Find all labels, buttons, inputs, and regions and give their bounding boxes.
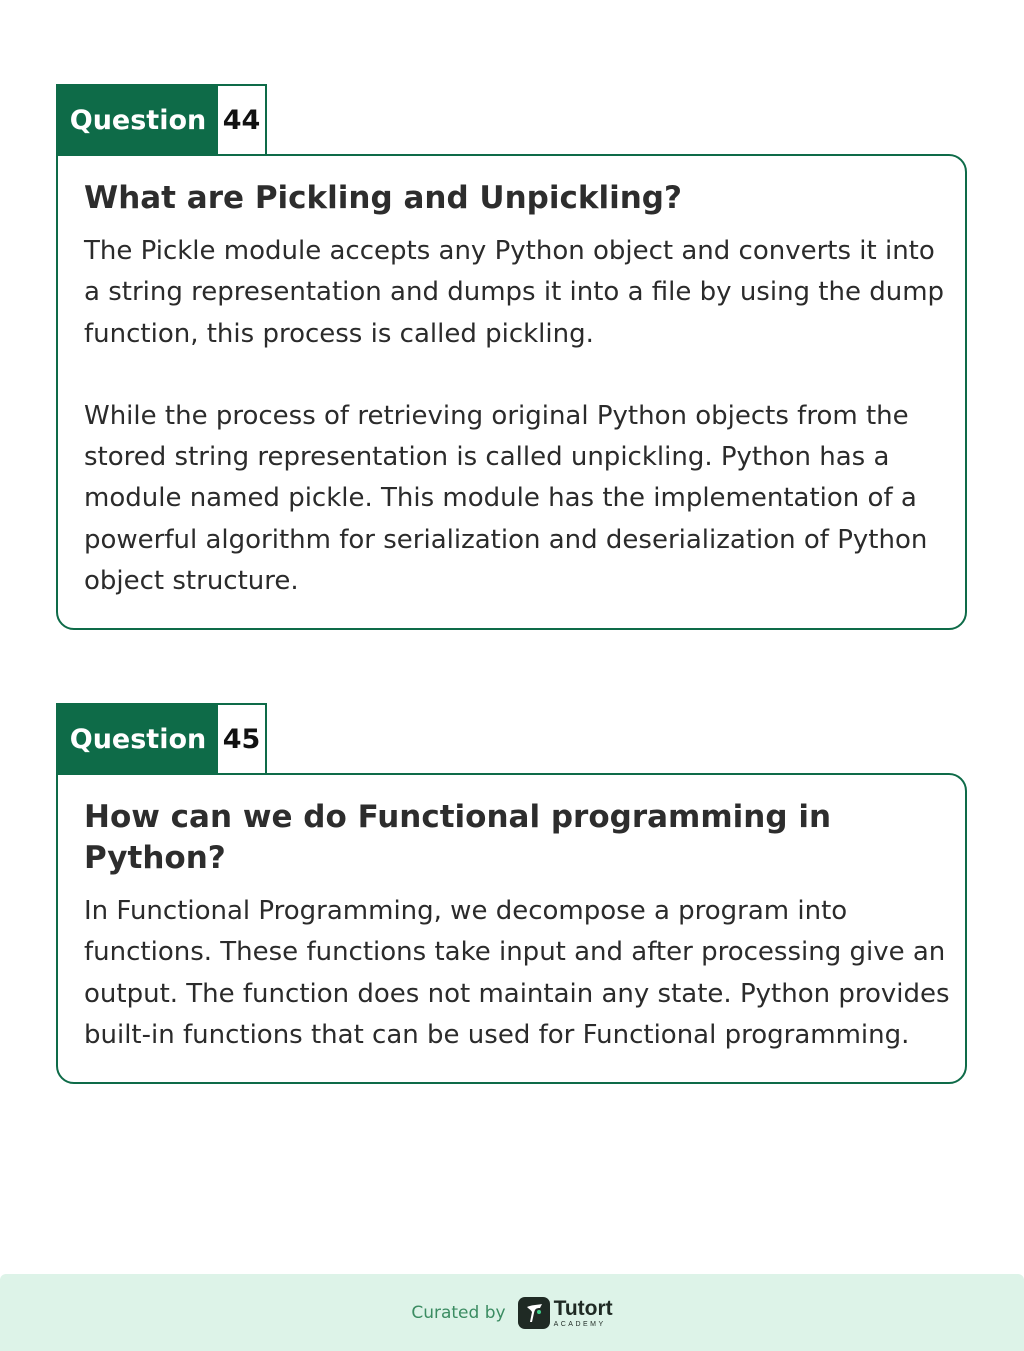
question-label: Question (58, 705, 218, 773)
question-title: What are Pickling and Unpickling? (84, 180, 682, 216)
brand-logo-text (554, 1298, 613, 1328)
question-label: Question (58, 86, 218, 154)
question-number: 45 (222, 723, 261, 755)
question-block-44 (56, 84, 967, 630)
brand-name: Tutort (553, 1296, 613, 1320)
question-title: How can we do Functional programming in Python? (84, 799, 832, 876)
question-card (56, 773, 967, 1084)
answer-paragraph: While the process of retrieving original Python objects from the stored string representation is called unpickling. Python has a module named pickle. This module has the implementation of a powerful algorithm for serialization and deserialization of Python object structure. (84, 400, 928, 597)
footer (0, 1274, 1024, 1351)
question-card (56, 154, 967, 630)
question-block-45 (56, 703, 967, 1084)
tutort-logo-icon (518, 1297, 550, 1329)
brand-subtitle: ACADEMY (553, 1320, 606, 1328)
question-number: 44 (222, 104, 261, 136)
question-tab (56, 84, 267, 154)
answer-paragraph: The Pickle module accepts any Python object and converts it into a string representation and dumps it into a file by using the dump function, this process is called pickling. (84, 236, 945, 349)
curated-by-label: Curated by (411, 1302, 506, 1323)
question-tab (56, 703, 267, 773)
answer-paragraph: In Functional Programming, we decompose a program into functions. These functions take input and after processing give an output. The function does not maintain any state. Python provides built-in functions that can be used for Functional programming. (84, 896, 950, 1050)
tutort-logo-glyph (523, 1301, 545, 1325)
